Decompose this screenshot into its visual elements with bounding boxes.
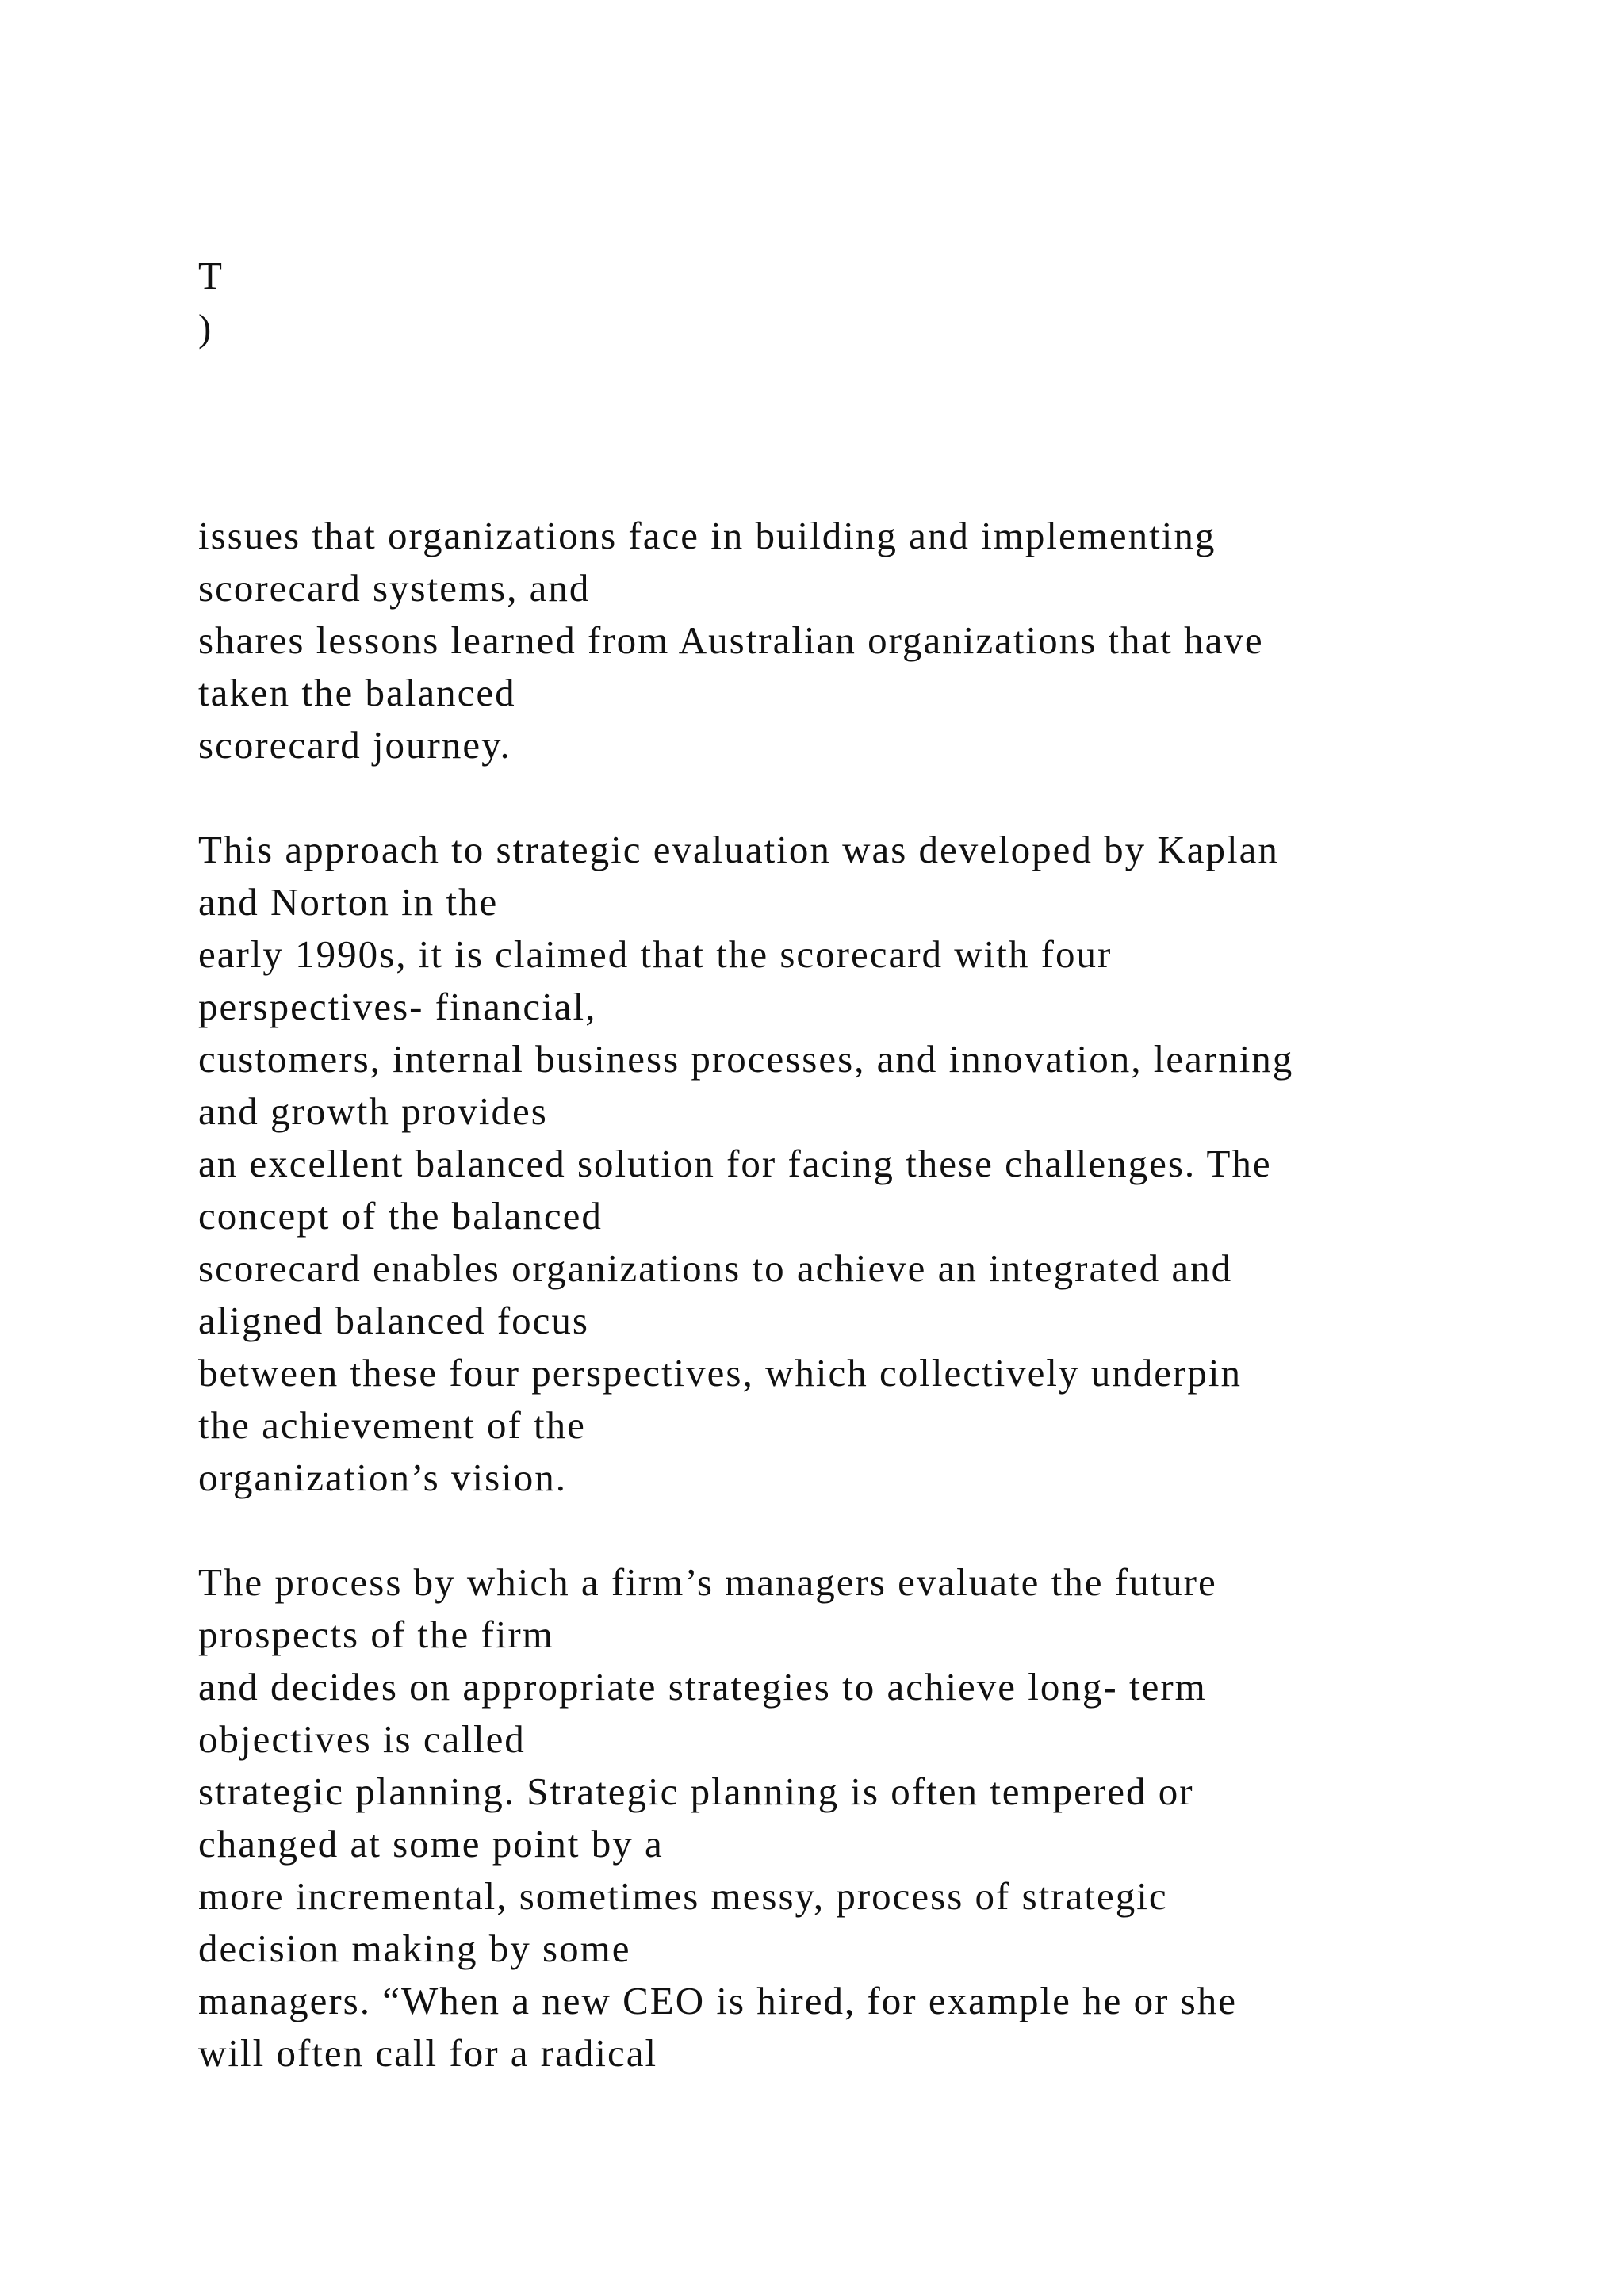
text-line: aligned balanced focus [198, 1299, 589, 1342]
text-line: changed at some point by a [198, 1822, 664, 1866]
text-line: scorecard systems, and [198, 566, 591, 610]
text-line: perspectives- financial, [198, 985, 597, 1028]
text-line: and growth provides [198, 1089, 548, 1133]
text-line: early 1990s, it is claimed that the scorecard with four [198, 932, 1113, 976]
text-line: managers. “When a new CEO is hired, for example he or she [198, 1979, 1237, 2022]
text-line: issues that organizations face in building and implementing [198, 514, 1216, 557]
text-line: scorecard enables organizations to achieve an integrated and [198, 1246, 1233, 1290]
text-line: concept of the balanced [198, 1194, 603, 1238]
text-line: prospects of the firm [198, 1613, 554, 1656]
text-line: shares lessons learned from Australian organizations that have [198, 618, 1264, 662]
text-line: organization’s vision. [198, 1456, 567, 1499]
header-line: ) [198, 306, 213, 350]
text-line: taken the balanced [198, 671, 516, 714]
text-line: and Norton in the [198, 880, 499, 924]
text-line: the achievement of the [198, 1403, 586, 1447]
text-line: more incremental, sometimes messy, process of strategic [198, 1874, 1168, 1918]
text-line: The process by which a firm’s managers evaluate the future [198, 1560, 1217, 1604]
text-line: will often call for a radical [198, 2031, 658, 2075]
text-line: This approach to strategic evaluation was developed by Kaplan [198, 828, 1279, 871]
text-line: and decides on appropriate strategies to achieve long- term [198, 1665, 1207, 1709]
text-line: between these four perspectives, which collectively underpin [198, 1351, 1242, 1395]
text-line: an excellent balanced solution for facing these challenges. The [198, 1142, 1272, 1185]
text-line: scorecard journey. [198, 723, 511, 767]
text-line: decision making by some [198, 1927, 631, 1970]
text-line: customers, internal business processes, and innovation, learning [198, 1037, 1294, 1081]
header-line: T [198, 254, 224, 297]
text-line: strategic planning. Strategic planning is often tempered or [198, 1770, 1194, 1813]
text-line: objectives is called [198, 1717, 526, 1761]
